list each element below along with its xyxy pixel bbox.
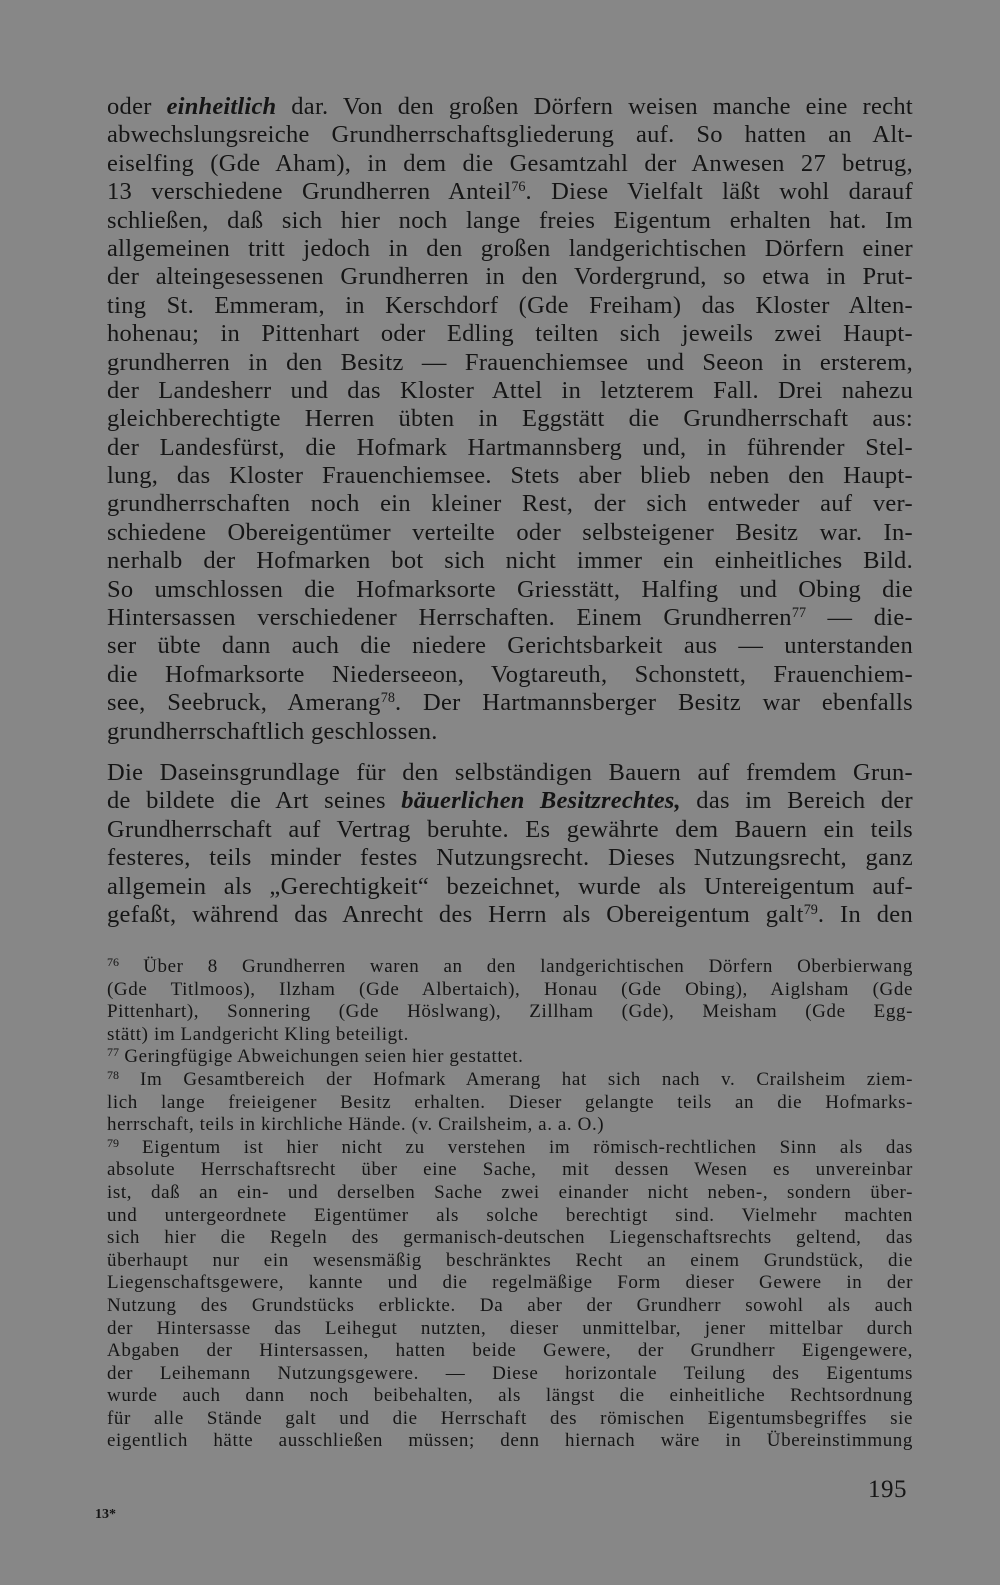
text-line — [107, 1069, 913, 1092]
text-line — [107, 1250, 913, 1273]
body-paragraph-1 — [107, 93, 913, 746]
signature-mark: 13* — [95, 1507, 116, 1522]
text-run: lung, das Kloster Frauenchiemsee. Stets aber blieb neben den Haupt- — [107, 462, 913, 490]
text-run: oder — [107, 93, 167, 120]
text-run: der Landesherr und das Kloster Attel in letzterem Fall. Drei nahezu — [107, 376, 913, 404]
text-line — [107, 178, 913, 206]
text-line — [107, 150, 913, 178]
text-run: schließen, daß sich hier noch lange freies Eigentum erhalten hat. Im — [107, 206, 913, 234]
text-run: eigentlich hätte ausschließen müssen; denn hiernach wäre in Übereinstimmung — [107, 1430, 913, 1452]
text-run: Nutzung des Grundstücks erblickte. Da aber der Grundherr sowohl als auch — [107, 1294, 913, 1316]
text-run: nerhalb der Hofmarken bot sich nicht immer ein einheitliches Bild. — [107, 547, 913, 575]
text-line — [107, 235, 913, 263]
text-run: — die- — [806, 604, 913, 632]
text-line — [107, 576, 913, 604]
footnote-79 — [107, 1137, 913, 1453]
text-line — [107, 1046, 913, 1069]
text-run: ser übte dann auch die niedere Gerichtsbarkeit aus — unterstanden — [107, 632, 913, 660]
text-run: grundherren in den Besitz — Frauenchiemsee und Seeon in ersterem, — [107, 348, 913, 376]
text-line — [107, 1182, 913, 1205]
text-line — [107, 121, 913, 149]
text-run: allgemein als „Gerechtigkeit“ bezeichnet, wurde als Untereigentum auf- — [107, 872, 913, 900]
text-line — [107, 377, 913, 405]
text-line — [107, 490, 913, 518]
footnote-reference: 78 — [380, 690, 395, 707]
text-run: absolute Herrschaftsrecht über eine Sache, mit dessen Wesen es unvereinbar — [107, 1159, 913, 1181]
text-line — [107, 405, 913, 433]
text-line — [107, 519, 913, 547]
text-run: Abgaben der Hintersassen, hatten beide Gewere, der Grundherr Eigengewere, — [107, 1340, 913, 1362]
text-line — [107, 93, 913, 121]
text-run: festeres, teils minder festes Nutzungsrecht. Dieses Nutzungsrecht, ganz — [107, 844, 913, 872]
emphasized-text: bäuerlichen Besitzrechtes, — [401, 787, 681, 815]
text-run: Über 8 Grundherren waren an den landgerichtischen Dörfern Oberbierwang — [143, 956, 913, 977]
text-line — [107, 207, 913, 235]
text-line — [107, 759, 913, 787]
text-run: . In den — [817, 900, 913, 928]
text-run: allgemeinen tritt jedoch in den großen landgerichtischen Dörfern einer — [107, 234, 913, 262]
text-line — [107, 1137, 913, 1160]
page-number: 195 — [868, 1476, 907, 1503]
emphasized-text: einheitlich — [166, 93, 277, 120]
text-line — [107, 604, 913, 632]
text-line — [107, 547, 913, 575]
footnote-76 — [107, 956, 913, 1046]
text-line — [107, 901, 913, 929]
text-line — [107, 1363, 913, 1386]
text-line — [107, 689, 913, 717]
text-run: Grundherrschaft auf Vertrag beruhte. Es gewährte dem Bauern ein teils — [107, 815, 913, 843]
text-line — [107, 844, 913, 872]
footnote-reference: 77 — [791, 605, 807, 622]
text-run: Pittenhart), Sonnering (Gde Höslwang), Zillham (Gde), Meisham (Gde Egg- — [107, 1001, 913, 1023]
text-run: grundherrschaften noch ein kleiner Rest, der sich entweder auf ver- — [107, 490, 913, 518]
text-line — [107, 816, 913, 844]
text-run: Im Gesamtbereich der Hofmark Amerang hat sich nach v. Crailsheim ziem- — [140, 1068, 913, 1090]
text-line — [107, 1092, 913, 1115]
text-run: Liegenschaftsgewere, kannte und die regelmäßige Form dieser Gewere in der — [107, 1272, 913, 1294]
text-run: stätt) im Landgericht Kling beteiligt. — [107, 1023, 409, 1045]
footnote-number: 76 — [107, 956, 119, 969]
text-run: see, Seebruck, Amerang — [107, 689, 381, 717]
footnote-number: 79 — [107, 1136, 119, 1150]
text-run: dar. Von den großen Dörfern weisen manche eine recht — [276, 93, 913, 120]
text-line — [107, 462, 913, 490]
text-line — [107, 263, 913, 291]
text-run: gefaßt, während das Anrecht des Herrn als Obereigentum galt — [107, 900, 804, 928]
text-line — [107, 1001, 913, 1024]
text-line — [107, 1318, 913, 1341]
text-line — [107, 1227, 913, 1250]
text-run: das im Bereich der — [680, 787, 913, 815]
text-run: lich lange freieigener Besitz erhalten. Dieser gelangte teils an die Hofmarks- — [107, 1091, 913, 1113]
text-run: 13 verschiedene Grundherren Anteil — [107, 178, 512, 206]
text-run: grundherrschaftlich geschlossen. — [107, 717, 438, 745]
text-line — [107, 349, 913, 377]
text-line — [107, 1272, 913, 1295]
text-run: die Hofmarksorte Niederseeon, Vogtareuth, Schonstett, Frauenchiem- — [107, 660, 913, 688]
text-line — [107, 1408, 913, 1431]
text-line — [107, 661, 913, 689]
text-run: sich hier die Regeln des germanisch-deutschen Liegenschaftsrechts geltend, das — [107, 1227, 913, 1249]
text-run: ist, daß an ein- und derselben Sache zwei einander nicht neben-, sondern über- — [107, 1181, 913, 1203]
text-run: Geringfügige Abweichungen seien hier gestattet. — [124, 1046, 524, 1068]
text-run: Die Daseinsgrundlage für den selbständigen Bauern auf fremdem Grun- — [107, 759, 913, 786]
footnote-reference: 76 — [511, 179, 526, 196]
text-run: . Der Hartmannsberger Besitz war ebenfalls — [394, 689, 913, 717]
text-run: hohenau; in Pittenhart oder Edling teilten sich jeweils zwei Haupt- — [107, 320, 913, 348]
text-line — [107, 1159, 913, 1182]
footnote-number: 78 — [107, 1068, 119, 1082]
text-run: der Hintersasse das Leihegut nutzten, dieser unmittelbar, jener mittelbar durch — [107, 1317, 913, 1339]
text-run: abwechslungsreiche Grundherrschaftsgliederung auf. So hatten an Alt- — [107, 121, 913, 149]
text-run: . Diese Vielfalt läßt wohl darauf — [525, 178, 913, 206]
text-run: So umschlossen die Hofmarksorte Griesstätt, Halfing und Obing die — [107, 575, 913, 603]
footnote-77 — [107, 1046, 913, 1069]
text-run: herrschaft, teils in kirchliche Hände. (v. Crailsheim, a. a. O.) — [107, 1114, 605, 1136]
text-line — [107, 1295, 913, 1318]
text-line — [107, 787, 913, 815]
footnotes-section — [107, 956, 913, 1453]
text-run: de bildete die Art seines — [107, 787, 402, 815]
text-line — [107, 873, 913, 901]
text-line — [107, 1024, 913, 1047]
footnote-number: 77 — [107, 1046, 119, 1060]
text-line — [107, 1114, 913, 1137]
text-run: Hintersassen verschiedener Herrschaften. Einem Grundherren — [107, 604, 792, 632]
text-line — [107, 1430, 913, 1453]
text-line — [107, 1340, 913, 1363]
text-run: der Landesfürst, die Hofmark Hartmannsberg und, in führender Stel- — [107, 433, 913, 461]
text-run: wurde auch dann noch beibehalten, als längst die einheitliche Rechtsordnung — [107, 1385, 913, 1407]
text-line — [107, 1205, 913, 1228]
text-run: schiedene Obereigentümer verteilte oder selbsteigener Besitz war. In- — [107, 518, 913, 546]
footnote-reference: 79 — [803, 902, 818, 919]
text-run: gleichberechtigte Herren übten in Eggstätt die Grundherrschaft aus: — [107, 405, 913, 433]
text-run: eiselfing (Gde Aham), in dem die Gesamtzahl der Anwesen 27 betrug, — [107, 149, 913, 177]
text-line — [107, 979, 913, 1002]
text-run: und untergeordnete Eigentümer als solche berechtigt sind. Vielmehr machten — [107, 1204, 913, 1226]
text-run: überhaupt nur ein wesensmäßig beschränktes Recht an einem Grundstück, die — [107, 1249, 913, 1271]
text-run: für alle Stände galt und die Herrschaft des römischen Eigentumsbegriffes sie — [107, 1407, 913, 1429]
text-line — [107, 718, 913, 746]
text-line — [107, 1385, 913, 1408]
text-run: der Leihemann Nutzungsgewere. — Diese horizontale Teilung des Eigentums — [107, 1362, 913, 1384]
text-line — [107, 292, 913, 320]
text-line — [107, 434, 913, 462]
text-line — [107, 632, 913, 660]
text-run: ting St. Emmeram, in Kerschdorf (Gde Freiham) das Kloster Alten- — [107, 291, 913, 319]
text-run: Eigentum ist hier nicht zu verstehen im römisch-rechtlichen Sinn als das — [142, 1136, 913, 1158]
text-line — [107, 320, 913, 348]
body-paragraph-2 — [107, 759, 913, 929]
footnote-78 — [107, 1069, 913, 1137]
text-run: der alteingesessenen Grundherren in den Vordergrund, so etwa in Prut- — [107, 263, 913, 291]
text-run: (Gde Titlmoos), Ilzham (Gde Albertaich), Honau (Gde Obing), Aiglsham (Gde — [107, 978, 913, 1000]
text-line — [107, 956, 913, 979]
